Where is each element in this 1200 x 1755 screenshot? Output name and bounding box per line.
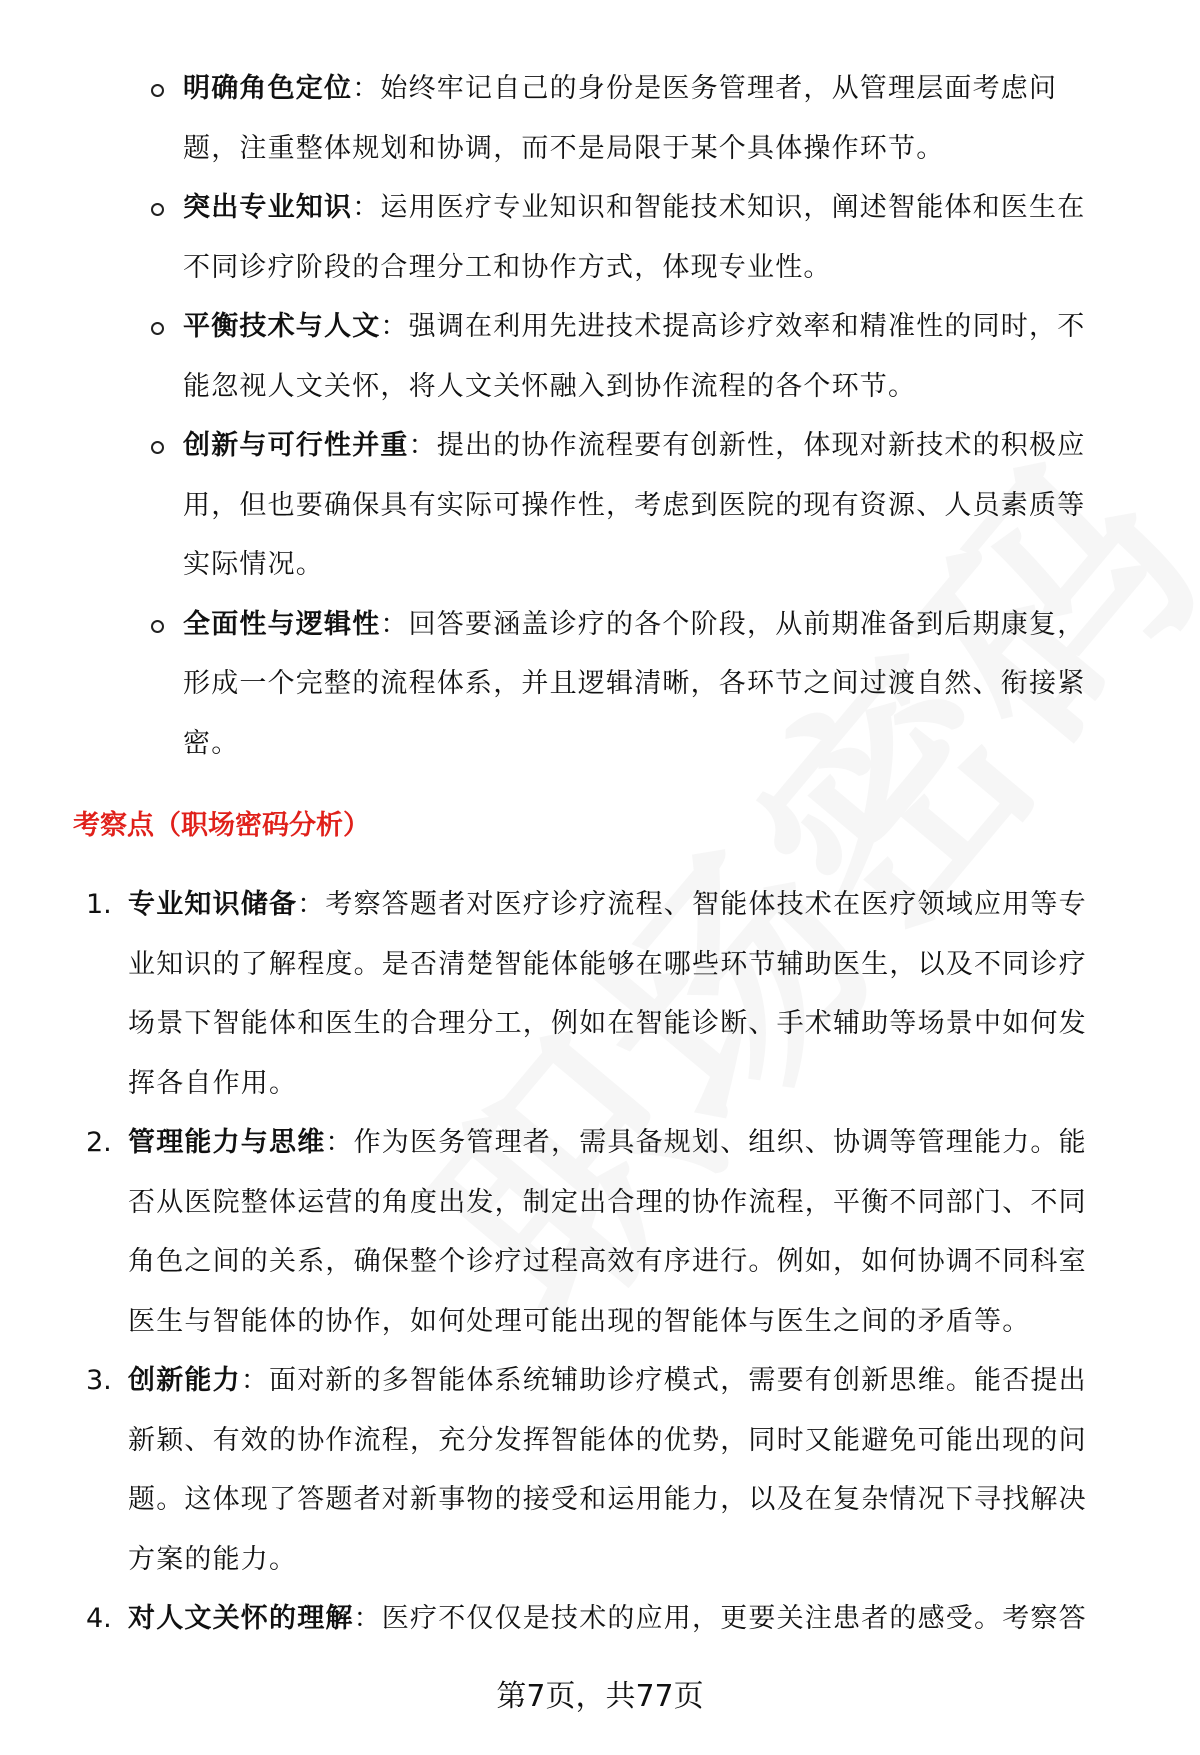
point-line [128,1064,297,1104]
point-term: 管理能力与思维 [128,1127,326,1158]
point-term: 对人文关怀的理解 [128,1603,354,1634]
tip-line [183,69,1057,109]
tip-line [183,426,1085,466]
point-line [128,885,1087,925]
point-line [128,1242,1087,1282]
tip-text: 形成一个完整的流程体系，并且逻辑清晰，各环节之间过渡自然、衔接紧 [183,668,1086,699]
bullet-icon [151,203,164,216]
point-text: 题。这体现了答题者对新事物的接受和运用能力，以及在复杂情况下寻找解决 [128,1484,1087,1515]
tip-line [183,486,1085,526]
point-number: 3. [86,1365,112,1396]
point-text: 新颖、有效的协作流程，充分发挥智能体的优势，同时又能避免可能出现的问 [128,1424,1087,1456]
tip-text: ：强调在利用先进技术提高诊疗效率和精准性的同时，不 [380,311,1086,342]
tip-line [183,129,944,169]
point-text: 业知识的了解程度。是否清楚智能体能够在哪些环节辅助医生，以及不同诊疗 [128,948,1087,980]
point-text: 方案的能力。 [128,1543,298,1575]
point-text: ：医疗不仅仅是技术的应用，更要关注患者的感受。考察答 [353,1603,1087,1634]
page-footer: 第7页，共77页 [496,1679,704,1714]
tip-text: 题，注重整体规划和协调，而不是局限于某个具体操作环节。 [183,132,945,164]
tip-line [183,367,916,407]
point-line [128,1123,1087,1163]
point-text: ：面对新的多智能体系统辅助诊疗模式，需要有创新思维。能否提出 [240,1365,1087,1396]
watermark [341,381,1200,1378]
tip-line [183,724,239,764]
section-heading: 考察点（职场密码分析） [73,810,370,841]
bullet-icon [151,620,164,633]
tip-text: ：始终牢记自己的身份是医务管理者，从管理层面考虑问 [352,73,1058,104]
point-term: 专业知识储备 [128,889,298,920]
point-line [128,1421,1087,1461]
point-text: 场景下智能体和医生的合理分工，例如在智能诊断、手术辅助等场景中如何发 [128,1008,1087,1039]
tip-text: 能忽视人文关怀，将人文关怀融入到协作流程的各个环节。 [183,370,917,402]
tip-line [183,605,1085,645]
point-line [128,1599,1087,1639]
point-text: 医生与智能体的协作，如何处理可能出现的智能体与医生之间的矛盾等。 [128,1305,1031,1337]
point-line [128,1302,1030,1342]
tip-line [183,188,1085,228]
point-text: ：考察答题者对医疗诊疗流程、智能体技术在医疗领域应用等专 [297,889,1087,920]
point-line [128,945,1087,985]
tip-line [183,248,832,288]
tip-term: 突出专业知识 [183,192,353,223]
tip-text: ：运用医疗专业知识和智能技术知识，阐述智能体和医生在 [352,192,1086,223]
point-text: 挥各自作用。 [128,1067,298,1099]
tip-line [183,545,324,585]
point-number: 2. [86,1127,112,1158]
bullet-icon [151,84,164,97]
tip-line [183,307,1085,347]
tip-text: 不同诊疗阶段的合理分工和协作方式，体现专业性。 [183,251,832,283]
point-number: 4. [86,1603,112,1634]
tip-term: 创新与可行性并重 [183,430,409,461]
tip-text: 密。 [183,727,240,759]
point-text: 角色之间的关系，确保整个诊疗过程高效有序进行。例如，如何协调不同科室 [128,1246,1087,1277]
tip-term: 明确角色定位 [183,73,353,104]
tip-text: 用，但也要确保具有实际可操作性，考虑到医院的现有资源、人员素质等 [183,489,1086,521]
tip-text: 实际情况。 [183,549,324,580]
point-term: 创新能力 [128,1365,241,1396]
bullet-icon [151,441,164,454]
point-line [128,1361,1087,1401]
point-text: 否从医院整体运营的角度出发，制定出合理的协作流程，平衡不同部门、不同 [128,1186,1087,1218]
bullet-icon [151,322,164,335]
point-line [128,1183,1087,1223]
point-line [128,1480,1087,1520]
point-text: ：作为医务管理者，需具备规划、组织、协调等管理能力。能 [325,1127,1087,1158]
point-line [128,1540,297,1580]
tip-text: ：回答要涵盖诊疗的各个阶段，从前期准备到后期康复， [380,608,1086,640]
tip-term: 全面性与逻辑性 [183,608,381,640]
point-line [128,1004,1087,1044]
tip-line [183,664,1085,704]
point-number: 1. [86,889,112,920]
tip-term: 平衡技术与人文 [183,311,381,342]
tip-text: ：提出的协作流程要有创新性，体现对新技术的积极应 [408,430,1086,461]
